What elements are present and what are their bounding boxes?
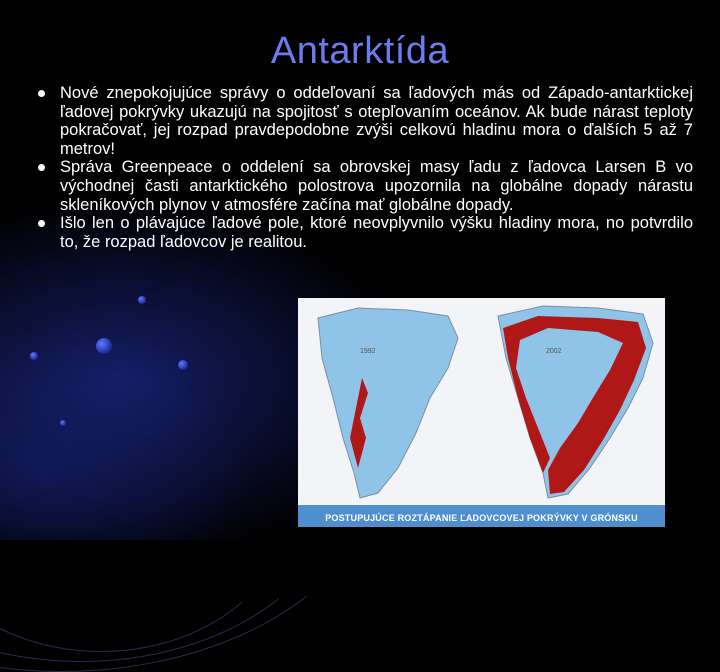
bullet-item	[38, 214, 693, 251]
greenland-map-graphic	[298, 298, 665, 505]
bullet-list	[38, 84, 693, 251]
bullet-icon	[38, 220, 45, 227]
greenland-melt-map	[298, 298, 665, 527]
decorative-orb	[60, 420, 66, 426]
decorative-orb	[138, 296, 146, 304]
decorative-orb	[30, 352, 38, 360]
year-label-right: 2002	[546, 348, 562, 355]
slide-title: Antarktída	[270, 30, 450, 72]
bullet-text: Išlo len o plávajúce ľadové pole, ktoré neovplyvnilo výšku hladiny mora, no potvrdilo to, že rozpad ľadovcov je realitou.	[60, 214, 693, 251]
map-caption: POSTUPUJÚCE ROZTÁPANIE ĽADOVCOVEJ POKRÝVKY V GRÓNSKU	[325, 513, 638, 523]
bullet-icon	[38, 90, 45, 97]
bullet-text: Správa Greenpeace o oddelení sa obrovskej masy ľadu z ľadovca Larsen B vo východnej časti antarktického polostrova upozornila na globálne dopady nárastu skleníkových plynov v atmosfére začína mať globálne dopady.	[60, 158, 693, 214]
bullet-item	[38, 84, 693, 158]
bullet-text: Nové znepokojujúce správy o oddeľovaní sa ľadových más od Západo-antarktickej ľadovej pokrývky ukazujú na spojitosť s otepľovaním oceánov. Ak bude nárast teploty pokračovať, jej rozpad pravdepodobne zvýši celkovú hladinu mora o ďalších 5 až 7 metrov!	[60, 84, 693, 158]
decorative-orb	[178, 360, 188, 370]
bullet-icon	[38, 164, 45, 171]
bullet-item	[38, 158, 693, 214]
decorative-orb	[96, 338, 112, 354]
greenland-1992-outline	[318, 308, 458, 498]
year-label-left: 1992	[360, 348, 376, 355]
